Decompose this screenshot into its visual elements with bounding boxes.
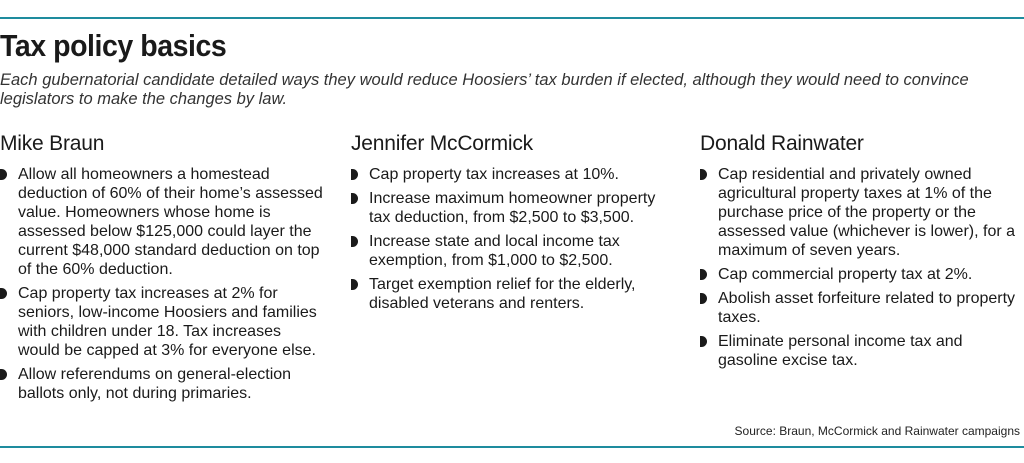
policy-text: Cap property tax increases at 10%. [369, 166, 619, 183]
policy-item [351, 232, 669, 270]
policy-item [0, 284, 326, 360]
policy-item [0, 165, 326, 279]
policy-item [351, 189, 669, 227]
candidate-column-rainwater [700, 132, 1022, 375]
half-circle-bullet-icon [700, 336, 707, 347]
half-circle-bullet-icon [351, 193, 358, 204]
policy-list [0, 165, 326, 403]
half-circle-bullet-icon [0, 169, 7, 180]
policy-item [700, 289, 1022, 327]
half-circle-bullet-icon [700, 293, 707, 304]
candidate-name: Jennifer McCormick [351, 132, 533, 155]
source-credit: Source: Braun, McCormick and Rainwater campaigns [734, 424, 1020, 438]
candidate-column-mccormick [351, 132, 669, 318]
half-circle-bullet-icon [351, 279, 358, 290]
policy-text: Increase maximum homeowner property tax deduction, from $2,500 to $3,500. [369, 190, 656, 226]
policy-item [351, 275, 669, 313]
policy-text: Cap residential and privately owned agricultural property taxes at 1% of the purchase price of the property or the assessed value (whichever is lower), for a maximum of seven years. [718, 166, 1016, 259]
policy-item [700, 332, 1022, 370]
half-circle-bullet-icon [351, 236, 358, 247]
policy-text: Allow all homeowners a homestead deduction of 60% of their home’s assessed value. Homeowners whose home is assessed below $125,000 could layer the current $48,000 standard deduction on top of the 60% deduction. [18, 166, 323, 278]
policy-item [351, 165, 669, 184]
candidate-column-braun [0, 132, 326, 408]
policy-list [351, 165, 669, 313]
half-circle-bullet-icon [0, 288, 7, 299]
policy-text: Abolish asset forfeiture related to property taxes. [718, 290, 1016, 326]
policy-text: Allow referendums on general-election ballots only, not during primaries. [18, 366, 292, 402]
policy-item [700, 165, 1022, 260]
policy-item [0, 365, 326, 403]
page-title: Tax policy basics [0, 28, 227, 63]
page-subtitle: Each gubernatorial candidate detailed ways they would reduce Hoosiers’ tax burden if elected, although they would need to convince legislators to make the changes by law. [0, 71, 969, 108]
top-rule [0, 17, 1024, 19]
policy-text: Target exemption relief for the elderly, disabled veterans and renters. [369, 276, 636, 312]
policy-text: Cap commercial property tax at 2%. [718, 266, 973, 283]
policy-list [700, 165, 1022, 370]
policy-text: Increase state and local income tax exemption, from $1,000 to $2,500. [369, 233, 620, 269]
half-circle-bullet-icon [700, 169, 707, 180]
bottom-rule [0, 446, 1024, 448]
candidate-name: Donald Rainwater [700, 132, 864, 155]
half-circle-bullet-icon [351, 169, 358, 180]
half-circle-bullet-icon [0, 369, 7, 380]
candidate-name: Mike Braun [0, 132, 105, 155]
policy-text: Cap property tax increases at 2% for seniors, low-income Hoosiers and families with children under 18. Tax increases would be capped at 3% for everyone else. [18, 285, 317, 359]
policy-text: Eliminate personal income tax and gasoline excise tax. [718, 333, 963, 369]
half-circle-bullet-icon [700, 269, 707, 280]
policy-item [700, 265, 1022, 284]
